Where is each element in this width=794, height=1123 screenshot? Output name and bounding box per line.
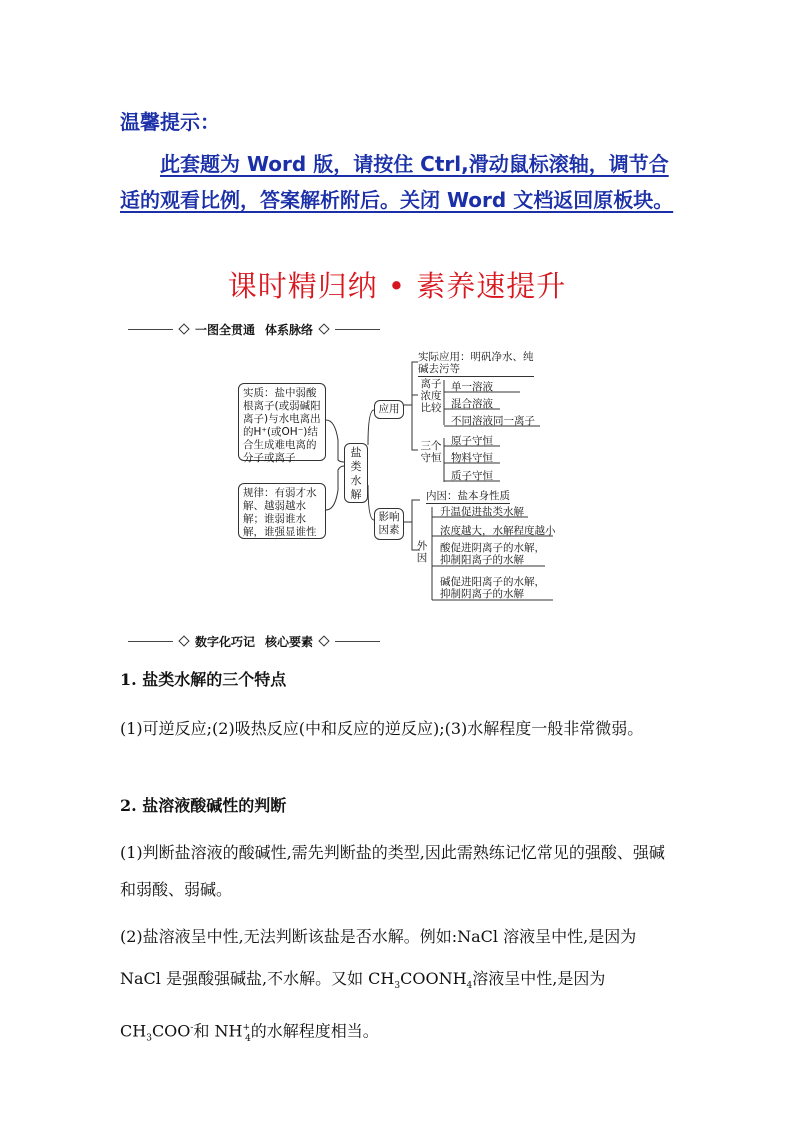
diamond-icon (318, 323, 329, 334)
mindmap-compare-item-3: 不同溶液同一离子 (451, 415, 535, 427)
mindmap-external-item-1: 升温促进盐类水解 (440, 506, 524, 518)
mindmap-external-item-4: 碱促进阳离子的水解，抑制阴离子的水解 (440, 576, 545, 600)
mindmap-rule-box: 规律：有弱才水解、越弱越水解；谁弱谁水解，谁强显谁性 (238, 483, 326, 539)
mindmap-external-item-3: 酸促进阴离子的水解，抑制阳离子的水解 (440, 542, 545, 566)
mindmap-external-item-2: 浓度越大，水解程度越小 (440, 525, 556, 537)
divider-system-right: 体系脉络 (265, 322, 314, 337)
mindmap-compare: 离子浓度比较 (420, 378, 442, 414)
point-2-text-1: (1)判断盐溶液的酸碱性,需先判断盐的类型,因此需熟练记忆常见的强酸、强碱和弱酸、弱碱。 (120, 843, 665, 899)
mindmap-conserve-item-2: 物料守恒 (451, 452, 493, 464)
mindmap-center-box: 盐类水解 (344, 443, 368, 503)
point-1-title: 1. 盐类水解的三个特点 (120, 670, 287, 689)
divider-core-left: 数字化巧记 (195, 634, 256, 649)
mindmap-apply-practical: 实际应用：明矾净水、纯碱去污等 (418, 351, 534, 375)
diamond-icon (178, 635, 189, 646)
mindmap-factor-box: 影响因素 (374, 508, 404, 540)
divider-core (128, 634, 398, 648)
tip-body-text: 此套题为 Word 版，请按住 Ctrl,滑动鼠标滚轴，调节合适的观看比例，答案解析附后。关闭 Word 文档返回原板块。 (120, 152, 674, 212)
tip-body (120, 146, 678, 218)
divider-core-right: 核心要素 (265, 634, 314, 649)
mindmap-apply-box: 应用 (374, 400, 404, 419)
mindmap-conserve-item-3: 质子守恒 (451, 470, 493, 482)
point-2-text-2: (2)盐溶液呈中性,无法判断该盐是否水解。例如:NaCl 溶液呈中性,是因为 NaCl 是强酸强碱盐,不水解。又如 $CH_3COONH_4$溶液呈中性,是因为 $CH_3COO^-$和 $NH^+_4$的水解程度相当。 (120, 927, 637, 1044)
diamond-icon (178, 323, 189, 334)
mindmap-compare-item-1: 单一溶液 (451, 381, 493, 393)
mindmap-compare-item-2: 混合溶液 (451, 398, 493, 410)
mindmap-essence-box: 实质：盐中弱酸根离子(或弱碱阳离子)与水电离出的H⁺(或OH⁻)结合生成难电离的分子或离子 (238, 383, 326, 461)
divider-system-left: 一图全贯通 (195, 322, 256, 337)
divider-system (128, 322, 388, 336)
mindmap-external: 外因 (416, 540, 428, 564)
tip-title: 温馨提示： (120, 110, 220, 134)
point-2-title: 2. 盐溶液酸碱性的判断 (120, 796, 287, 815)
mindmap-conserve: 三个守恒 (420, 440, 442, 464)
section-title: 课时精归纳 • 素养速提升 (227, 269, 567, 303)
mindmap-internal: 内因：盐本身性质 (426, 490, 510, 502)
diamond-icon (318, 635, 329, 646)
mindmap-conserve-item-1: 原子守恒 (451, 435, 493, 447)
point-1-text: (1)可逆反应;(2)吸热反应(中和反应的逆反应);(3)水解程度一般非常微弱。 (120, 719, 644, 738)
